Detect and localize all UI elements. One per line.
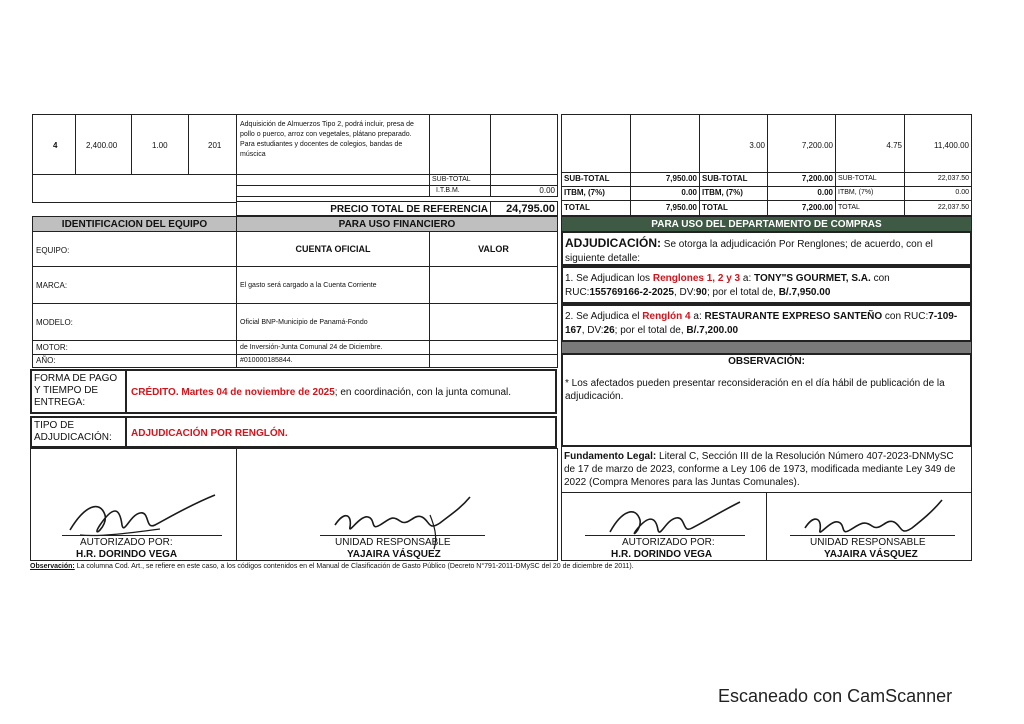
payment-value-red: CRÉDITO. Martes 04 de noviembre de 2025 xyxy=(131,387,335,398)
award-item-1-ruc: 155769166-2-2025 xyxy=(589,287,674,298)
right-subtotal-label-2: SUB-TOTAL xyxy=(702,174,748,183)
award-item-1-pre: 1. Se Adjudican los xyxy=(565,273,653,284)
award-item-2-mid: a: xyxy=(690,311,705,322)
handwritten-signature xyxy=(600,492,750,552)
payment-label-cell xyxy=(30,369,127,414)
right-item-unit: 4.75 xyxy=(886,141,902,150)
observacion-text: * Los afectados pueden presentar reconsideración en el día hábil de publicación de la adjudicación. xyxy=(565,378,945,402)
right-item-cell-2 xyxy=(699,114,768,173)
right-values-col-1 xyxy=(630,172,700,216)
finance-header xyxy=(236,216,558,232)
identificacion-header xyxy=(32,216,237,232)
ref-total-label: PRECIO TOTAL DE REFERENCIA xyxy=(330,204,488,215)
right-values-col-2 xyxy=(767,172,836,216)
observacion-block xyxy=(561,353,972,447)
right-subtotal-value-1: 7,950.00 xyxy=(665,174,697,183)
unit-name-right: YAJAIRA VÁSQUEZ xyxy=(824,549,918,560)
award-item-2-amount: B/.7,200.00 xyxy=(686,325,739,336)
marca-label: MARCA: xyxy=(36,281,68,290)
cuenta-line-1-cell xyxy=(236,266,430,304)
award-item-1-company: TONY"S GOURMET, S.A. xyxy=(754,273,871,284)
adjudicacion-text xyxy=(565,236,969,266)
cuenta-line-2-cell xyxy=(236,303,430,341)
right-itbm-label-2: ITBM, (7%) xyxy=(702,188,743,197)
right-subtotal-value-3: 22,037.50 xyxy=(937,175,969,182)
cuenta-oficial-header-cell xyxy=(236,231,430,267)
unit-label-left: UNIDAD RESPONSABLE xyxy=(335,537,451,548)
adjudicacion-desc: Se otorga la adjudicación Por Renglones; de acuerdo, con el siguiente detalle: xyxy=(565,239,933,264)
item-qty: 2,400.00 xyxy=(86,141,118,150)
valor-cell-3 xyxy=(429,340,558,355)
purchasing-header xyxy=(561,216,972,232)
right-subtotal-label-1: SUB-TOTAL xyxy=(564,174,610,183)
right-total-label-2: TOTAL xyxy=(702,203,728,212)
ref-total-value-cell xyxy=(490,201,558,216)
right-row-divider-1 xyxy=(561,186,972,187)
award-type-value-cell xyxy=(125,416,557,448)
right-labels-col-1 xyxy=(561,172,631,216)
handwritten-signature xyxy=(60,485,230,555)
footer-obs-label: Observación: xyxy=(30,563,75,570)
valor-header: VALOR xyxy=(478,244,509,254)
payment-value xyxy=(131,387,511,398)
valor-cell-4 xyxy=(429,354,558,368)
item-empty-cell-1 xyxy=(429,114,491,175)
right-itbm-value-3: 0.00 xyxy=(955,189,969,196)
left-itbm-label: I.T.B.M. xyxy=(436,187,460,194)
item-number: 4 xyxy=(53,141,58,150)
footer-obs-text: La columna Cod. Art., se refiere en este caso, a los códigos contenidos en el Manual de Clasificación de Gasto Público (Decreto N°791-2011-DMySC del 20 de diciembre de 2011). xyxy=(74,563,634,570)
handwritten-signature xyxy=(330,485,490,555)
cuenta-line-2: Oficial BNP-Municipio de Panamá-Fondo xyxy=(240,319,368,326)
authorized-name-right: H.R. DORINDO VEGA xyxy=(611,549,713,560)
right-total-value-2: 7,200.00 xyxy=(801,203,833,212)
item-empty-cell-2 xyxy=(490,114,558,175)
right-row-divider-2 xyxy=(561,200,972,201)
award-type-value: ADJUDICACIÓN POR RENGLÓN. xyxy=(131,428,288,439)
left-itbm-value-cell xyxy=(490,185,558,197)
finance-header-text: PARA USO FINANCIERO xyxy=(338,219,456,230)
authorized-label-right: AUTORIZADO POR: xyxy=(622,537,715,548)
right-total-label-1: TOTAL xyxy=(564,203,590,212)
observacion-header: OBSERVACIÓN: xyxy=(728,356,805,367)
right-itbm-value-1: 0.00 xyxy=(681,188,697,197)
award-item-1-mid: a: xyxy=(740,273,755,284)
award-item-2-tail: ; por el total de, xyxy=(614,325,687,336)
award-type-label-cell xyxy=(30,416,127,448)
purchasing-header-text: PARA USO DEL DEPARTAMENTO DE COMPRAS xyxy=(651,219,882,230)
right-total-label-3: TOTAL xyxy=(838,204,860,211)
anio-row xyxy=(32,354,237,368)
marca-row xyxy=(32,266,237,304)
equipo-label: EQUIPO: xyxy=(36,246,70,255)
award-item-2-pre: 2. Se Adjudica el xyxy=(565,311,643,322)
unit-label-right: UNIDAD RESPONSABLE xyxy=(810,537,926,548)
right-item-cell-3 xyxy=(767,114,836,173)
cuenta-line-4-cell xyxy=(236,354,430,368)
camscanner-watermark: Escaneado con CamScanner xyxy=(718,686,953,706)
cuenta-line-1: El gasto será cargado a la Cuenta Corriente xyxy=(240,282,377,289)
right-itbm-label-3: ITBM, (7%) xyxy=(838,189,874,196)
item-number-cell xyxy=(32,114,76,175)
cuenta-line-3: de Inversión-Junta Comunal 24 de Diciembre. xyxy=(240,344,383,351)
right-total-value-3: 22,037.50 xyxy=(937,204,969,211)
anio-label: AÑO: xyxy=(36,356,56,365)
right-item-cell-4 xyxy=(835,114,905,173)
right-item-total: 11,400.00 xyxy=(934,141,969,150)
fundamento-title: Fundamento Legal: xyxy=(564,451,657,462)
payment-value-cell xyxy=(125,369,557,414)
item-description: Adquisición de Almuerzos Tipo 2, podrá incluir, presa de pollo o puerco, arroz con vegetales, plátano preparado. Para estudiantes y docentes de colegios, bandas de múscica xyxy=(240,121,414,158)
award-item-2-company: RESTAURANTE EXPRESO SANTEÑO xyxy=(704,311,883,322)
valor-header-cell xyxy=(429,231,558,267)
right-item-qty: 3.00 xyxy=(749,141,765,150)
valor-cell-2 xyxy=(429,303,558,341)
right-itbm-label-1: ITBM, (7%) xyxy=(564,188,605,197)
item-price: 1.00 xyxy=(152,141,168,150)
award-item-2-dv-label: , DV: xyxy=(581,325,604,336)
fundamento-block xyxy=(561,446,972,493)
left-itbm-blank xyxy=(236,185,430,197)
award-item-1-amount: B/.7,950.00 xyxy=(778,287,831,298)
right-itbm-value-2: 0.00 xyxy=(817,188,833,197)
award-item-1 xyxy=(561,266,972,304)
motor-label: MOTOR: xyxy=(36,343,68,352)
modelo-label: MODELO: xyxy=(36,318,73,327)
award-type-label: TIPO DE ADJUDICACIÓN: xyxy=(34,420,112,443)
right-item-cell-1 xyxy=(630,114,700,173)
right-total-value-1: 7,950.00 xyxy=(665,203,697,212)
ref-total-value: 24,795.00 xyxy=(506,203,555,215)
award-item-2-dv: 26 xyxy=(603,325,615,336)
footer-observation xyxy=(30,563,980,570)
right-item-cell-5 xyxy=(904,114,972,173)
identificacion-header-text: IDENTIFICACION DEL EQUIPO xyxy=(61,219,208,230)
right-item-cell-0 xyxy=(561,114,631,173)
payment-value-rest: ; en coordinación, con la junta comunal. xyxy=(334,387,512,398)
award-item-1-lines: Renglones 1, 2 y 3 xyxy=(652,273,741,284)
authorized-label-left: AUTORIZADO POR: xyxy=(80,537,173,548)
award-item-2-ruc: 7-109-167 xyxy=(565,311,958,336)
award-item-1-tail: ; por el total de, xyxy=(706,287,779,298)
award-item-1-dv-label: , DV: xyxy=(673,287,696,298)
item-code-cell xyxy=(188,114,237,175)
award-item-2 xyxy=(561,304,972,342)
award-item-1-dv: 90 xyxy=(695,287,707,298)
valor-cell-1 xyxy=(429,266,558,304)
authorized-name-left: H.R. DORINDO VEGA xyxy=(76,549,178,560)
item-qty-cell xyxy=(75,114,132,175)
award-item-2-text xyxy=(565,310,969,338)
fundamento-text xyxy=(564,450,964,489)
cuenta-line-4: #010000185844. xyxy=(240,357,293,364)
right-subtotal-value-2: 7,200.00 xyxy=(801,174,833,183)
item-price-cell xyxy=(131,114,189,175)
handwritten-signature xyxy=(800,492,950,552)
left-itbm-label-cell xyxy=(429,185,491,197)
ref-total-label-cell xyxy=(236,201,491,216)
left-itbm-value: 0.00 xyxy=(539,186,555,195)
award-item-2-line: Renglón 4 xyxy=(642,311,691,322)
cuenta-oficial-header: CUENTA OFICIAL xyxy=(295,244,371,254)
award-item-1-text xyxy=(565,272,969,300)
motor-row xyxy=(32,340,237,355)
right-item-value: 7,200.00 xyxy=(801,141,833,150)
adjudicacion-title: ADJUDICACIÓN: xyxy=(565,236,661,250)
left-blank-area xyxy=(32,174,237,203)
right-labels-col-3 xyxy=(835,172,905,216)
right-values-col-3 xyxy=(904,172,972,216)
item-description-cell xyxy=(236,114,430,175)
unit-name-left: YAJAIRA VÁSQUEZ xyxy=(347,549,441,560)
modelo-row xyxy=(32,303,237,341)
award-item-1-post: con RUC: xyxy=(565,273,890,298)
cuenta-line-3-cell xyxy=(236,340,430,355)
right-subtotal-label-3: SUB-TOTAL xyxy=(838,175,877,182)
payment-label: FORMA DE PAGO Y TIEMPO DE ENTREGA: xyxy=(34,373,118,408)
fundamento-body: Literal C, Sección III de la Resolución Número 407-2023-DNMySC de 17 de marzo de 2023, conforme a Ley 106 de 1973, modificada mediante Ley 349 de 2022 (Compra Menores para las Juntas Comunales). xyxy=(564,451,956,488)
left-subtotal-label: SUB-TOTAL xyxy=(432,176,471,183)
right-labels-col-2 xyxy=(699,172,768,216)
adjudicacion-block xyxy=(561,231,972,266)
award-item-2-post: con RUC: xyxy=(882,311,929,322)
equipo-row xyxy=(32,231,237,267)
item-code: 201 xyxy=(208,141,222,150)
